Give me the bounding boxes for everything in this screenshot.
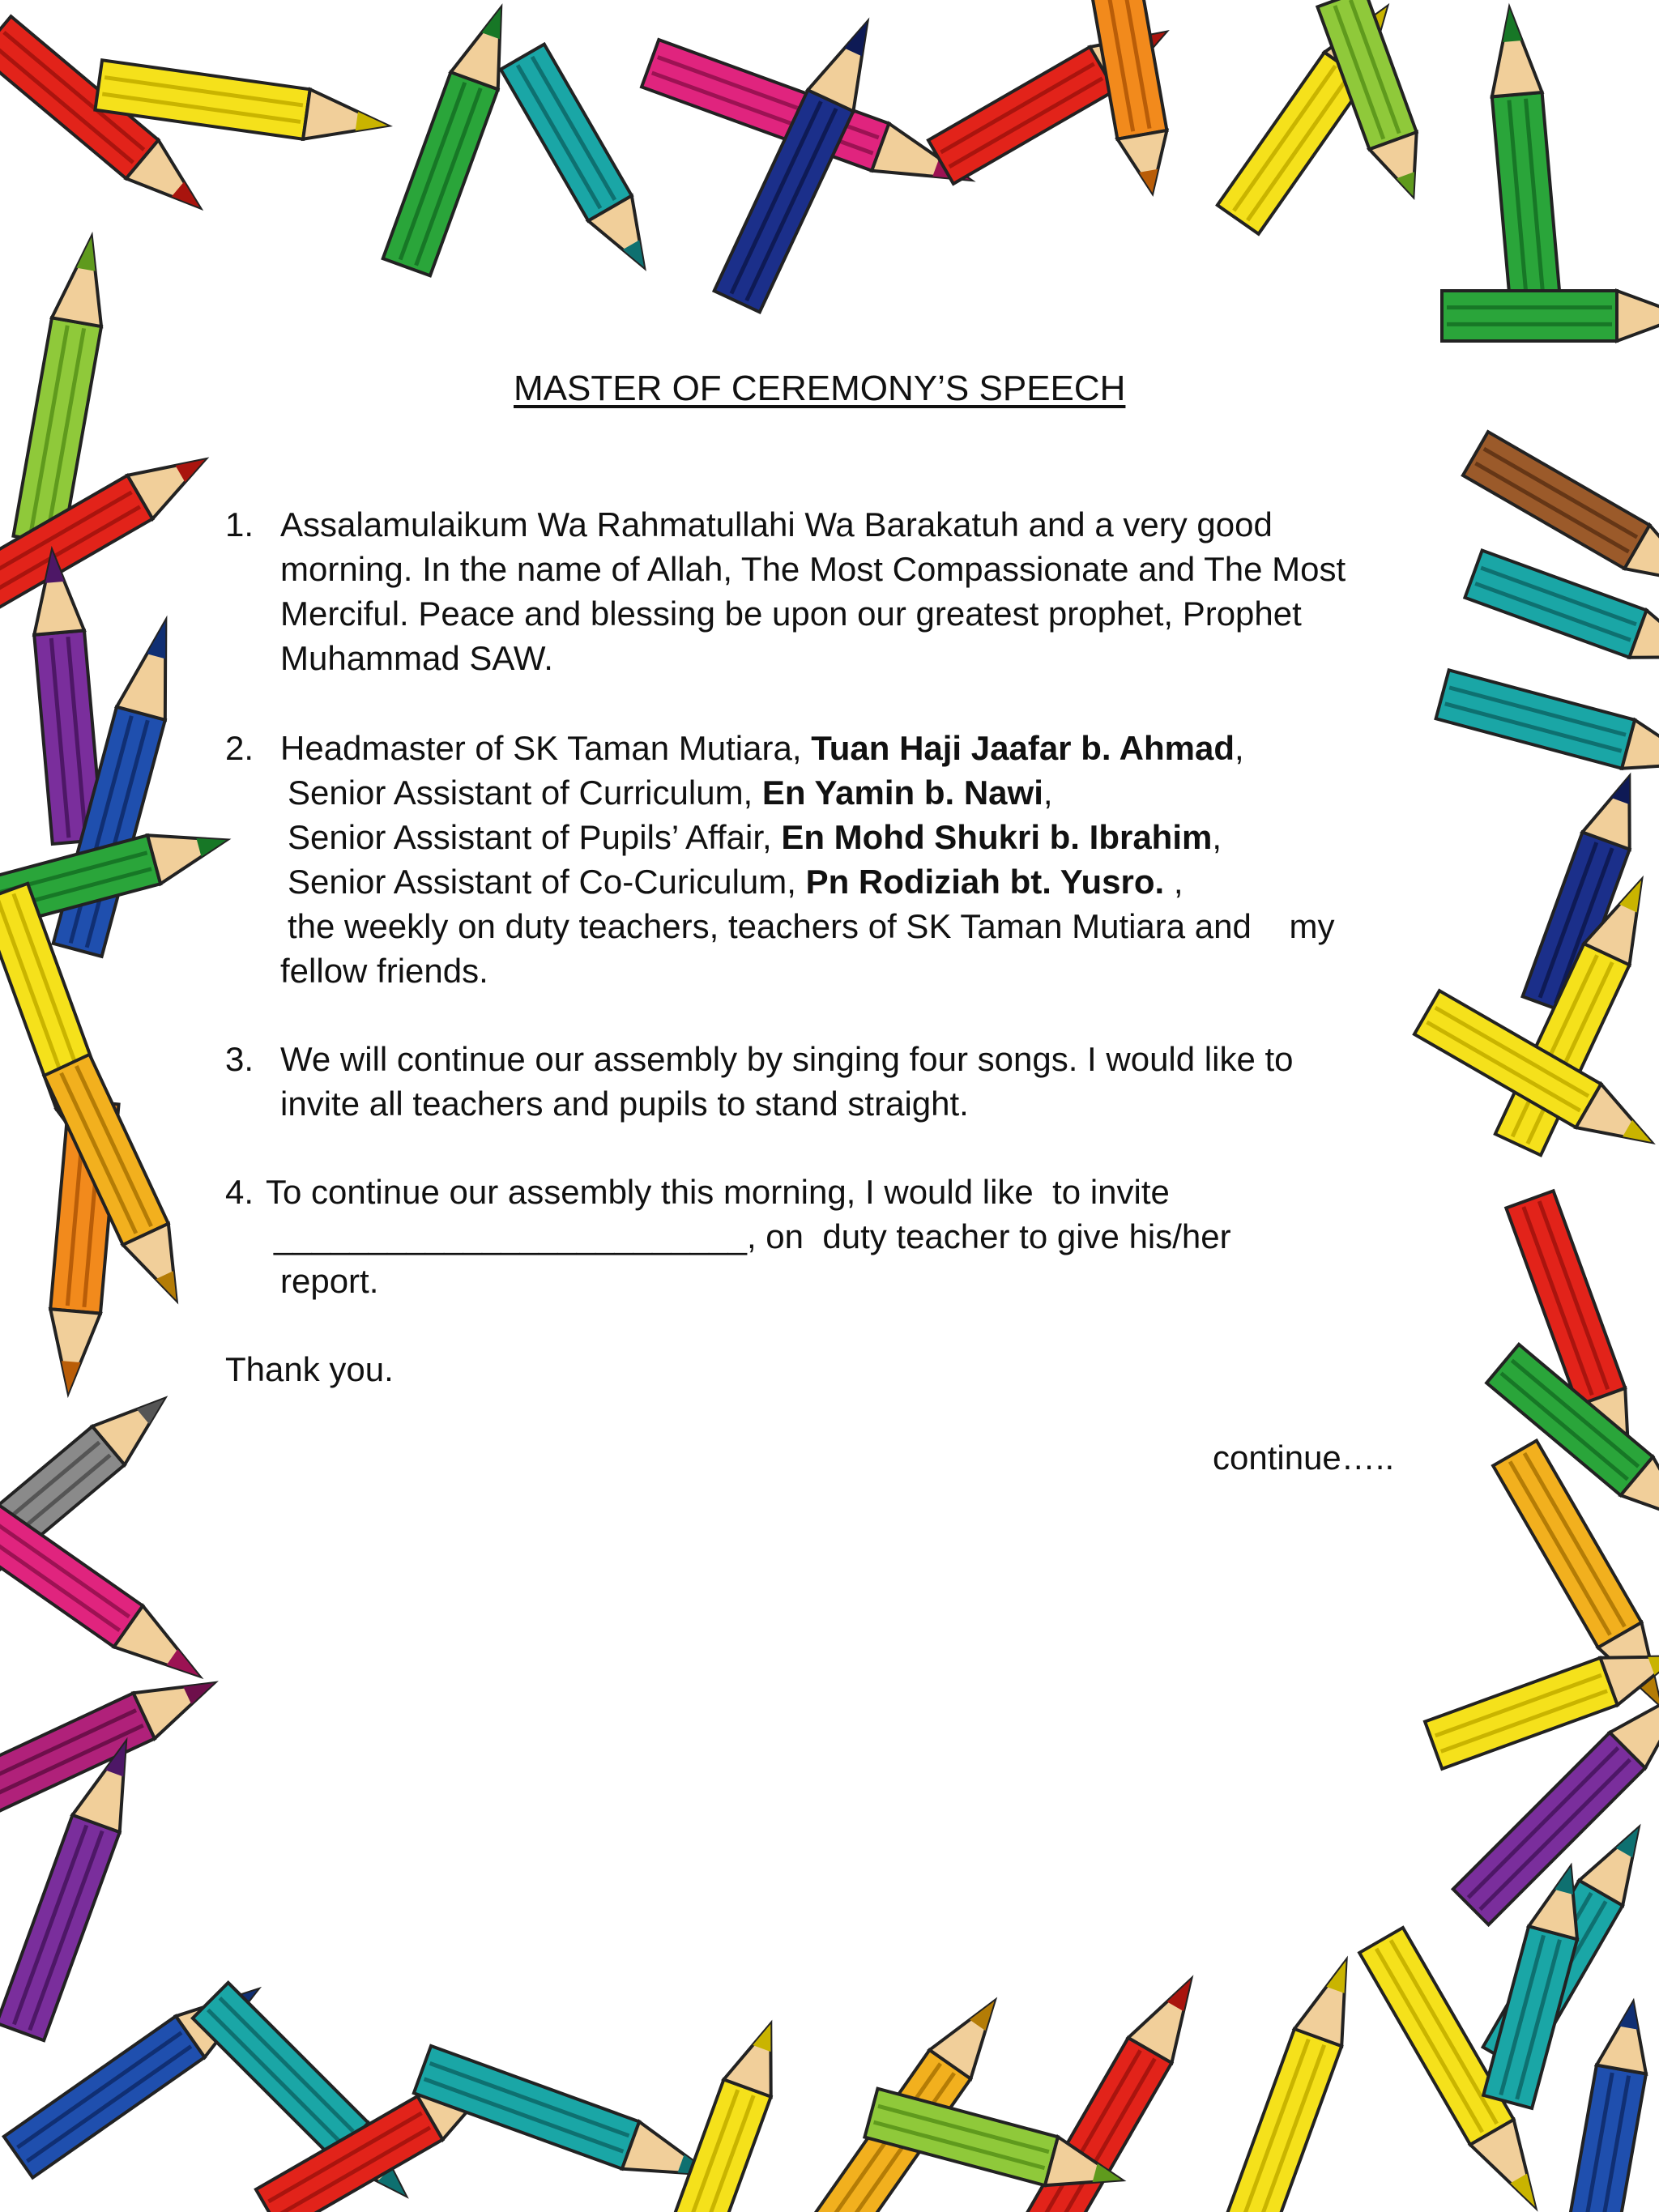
- item-number: 2.: [225, 729, 254, 767]
- line-text: Senior Assistant of Curriculum,: [288, 774, 762, 812]
- item-line: [288, 905, 1335, 948]
- item-line: Muhammad SAW.: [280, 639, 553, 677]
- item-line: Merciful. Peace and blessing be upon our greatest prophet, Prophet: [280, 595, 1302, 633]
- item-number: 1.: [225, 505, 254, 543]
- line-text: ,: [1212, 818, 1222, 856]
- line-text: Headmaster of SK Taman Mutiara,: [280, 729, 812, 767]
- line-text: fellow friends.: [280, 952, 488, 990]
- line-text: the weekly on duty teachers, teachers of SK Taman Mutiara and my: [288, 907, 1335, 945]
- line-text: Senior Assistant of Pupils’ Affair,: [288, 818, 782, 856]
- closing-text: Thank you.: [225, 1350, 394, 1388]
- item-line: invite all teachers and pupils to stand straight.: [280, 1085, 969, 1123]
- headmaster-name: Tuan Haji Jaafar b. Ahmad: [811, 729, 1235, 767]
- item-line: [280, 727, 1244, 770]
- item-line: report.: [280, 1262, 379, 1300]
- item-line: [280, 949, 488, 993]
- item-line: morning. In the name of Allah, The Most Compassionate and The Most: [280, 550, 1346, 588]
- line-text: ,: [1234, 729, 1244, 767]
- line-text: ,: [1164, 863, 1183, 901]
- curriculum-assistant-name: En Yamin b. Nawi: [761, 774, 1043, 812]
- cocurriculum-assistant-name: Pn Rodiziah bt. Yusro.: [805, 863, 1165, 901]
- page-title: MASTER OF CEREMONY’S SPEECH: [514, 369, 1126, 408]
- item-line: [288, 860, 1183, 904]
- item-number: 3.: [225, 1040, 254, 1078]
- item-line: [288, 771, 1053, 815]
- pupils-affair-assistant-name: En Mohd Shukri b. Ibrahim: [781, 818, 1213, 856]
- item-line: To continue our assembly this morning, I would like to invite: [266, 1173, 1170, 1211]
- item-line: We will continue our assembly by singing four songs. I would like to: [280, 1040, 1294, 1078]
- continue-text: continue…..: [1213, 1438, 1395, 1477]
- line-text: ,: [1043, 774, 1053, 812]
- item-line: Assalamulaikum Wa Rahmatullahi Wa Barakatuh and a very good: [280, 505, 1273, 543]
- line-text: Senior Assistant of Co-Curiculum,: [288, 863, 806, 901]
- item-line: _________________________, on duty teacher to give his/her: [274, 1217, 1231, 1255]
- item-number: 4.: [225, 1173, 254, 1211]
- item-line: [288, 816, 1222, 859]
